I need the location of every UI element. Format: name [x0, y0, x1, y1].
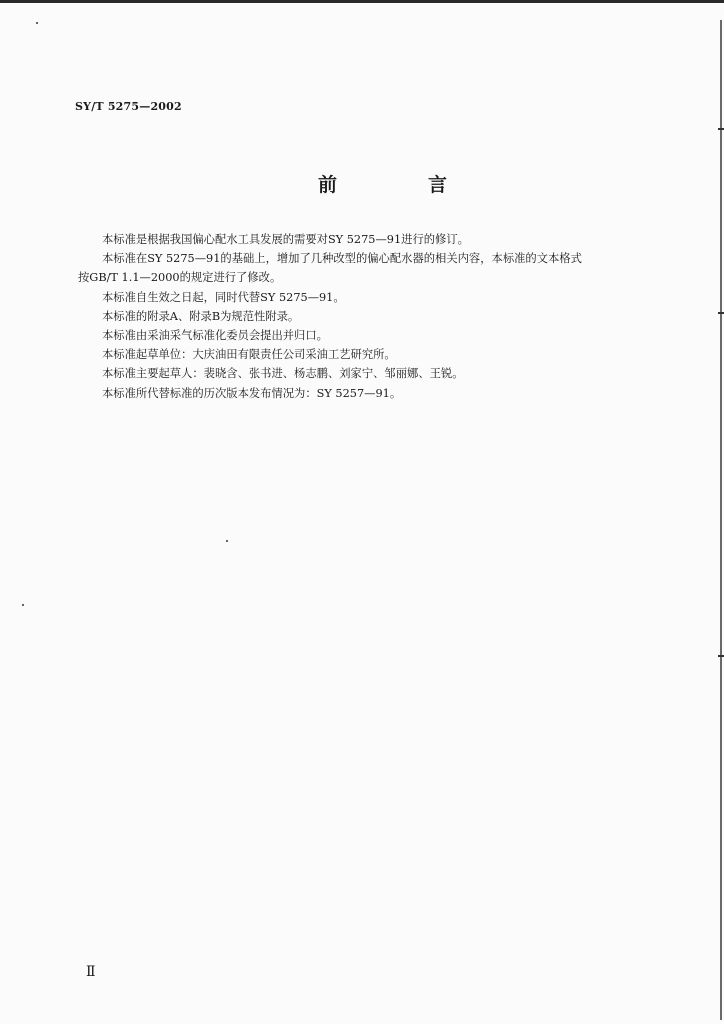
foreword-paragraph: 本标准由采油采气标准化委员会提出并归口。 — [102, 329, 328, 343]
scan-speck — [22, 604, 24, 606]
foreword-paragraph-continuation: 按GB/T 1.1—2000的规定进行了修改。 — [78, 271, 282, 285]
scan-right-edge — [720, 20, 722, 1020]
foreword-paragraph: 本标准自生效之日起，同时代替SY 5275—91。 — [102, 290, 345, 304]
foreword-paragraph: 本标准是根据我国偏心配水工具发展的需要对SY 5275—91进行的修订。 — [102, 233, 469, 246]
foreword-paragraph: 本标准主要起草人：裴晓含、张书进、杨志鹏、刘家宁、邹丽娜、王锐。 — [102, 367, 464, 381]
scan-top-edge — [0, 0, 724, 3]
foreword-paragraph: 本标准的附录A、附录B为规范性附录。 — [102, 309, 300, 323]
scan-speck — [226, 540, 228, 542]
scan-speck — [36, 22, 38, 24]
foreword-paragraph: 本标准起草单位：大庆油田有限责任公司采油工艺研究所。 — [102, 348, 396, 362]
page-number: Ⅱ — [86, 964, 96, 980]
scan-edge-mark — [718, 655, 724, 657]
foreword-paragraph: 本标准在SY 5275—91的基础上，增加了几种改型的偏心配水器的相关内容，本标准的文本格式 — [102, 252, 582, 266]
page-title: 前 言 — [318, 174, 484, 196]
scan-edge-mark — [718, 312, 724, 314]
standard-code-header: SY/T 5275—2002 — [75, 100, 182, 113]
foreword-body — [78, 230, 650, 403]
scan-edge-mark — [718, 128, 724, 130]
foreword-paragraph: 本标准所代替标准的历次版本发布情况为：SY 5257—91。 — [102, 386, 402, 400]
